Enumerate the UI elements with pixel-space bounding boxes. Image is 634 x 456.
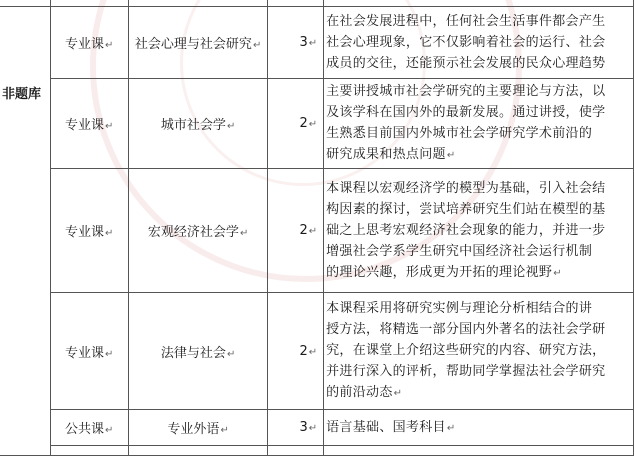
course-type: 专业课↵ — [50, 169, 128, 293]
course-description: 主要讲授城市社会学研究的主要理论与方法，以 及该学科在国内外的最新发展。通过讲授，使学 生熟悉目前国内外城市社会学研究学术前沿的 研究成果和热点问题↵ — [324, 79, 634, 169]
course-description: 语言基础、国考科目↵ — [324, 410, 634, 446]
category-cell: 非题库 — [0, 7, 50, 456]
course-credits: 2↵ — [268, 293, 324, 410]
course-type: 公共课↵ — [50, 410, 128, 446]
table-row — [0, 79, 634, 169]
course-type: 专业课↵ — [50, 293, 128, 410]
table-row — [0, 410, 634, 446]
course-description: 本课程以宏观经济学的模型为基础，引入社会结 构因素的探讨，尝试培养研究生们站在模型的基 础之上思考宏观经济社会现象的能力，并进一步 增强社会学系学生研究中国经济社会运行机制 的理论兴趣，形成更为开拓的理论视野↵ — [324, 169, 634, 293]
course-name: 法律与社会↵ — [128, 293, 268, 410]
course-name: 城市社会学↵ — [128, 79, 268, 169]
course-description: 在社会发展进程中，任何社会生活事件都会产生 社会心理现象，它不仅影响着社会的运行、社会 成员的交往，还能预示社会发展的民众心理趋势 — [324, 7, 634, 79]
course-type: 专业课↵ — [50, 79, 128, 169]
table-row — [0, 169, 634, 293]
course-credits: 3↵ — [268, 410, 324, 446]
course-description: 本课程采用将研究实例与理论分析相结合的讲 授方法，将精选一部分国内外著名的法社会学研 究，在课堂上介绍这些研究的内容、研究方法， 并进行深入的评析，帮助同学掌握法社会学研究 的前沿动态↵ — [324, 293, 634, 410]
table-row — [0, 7, 634, 79]
course-credits: 3↵ — [268, 7, 324, 79]
course-name: 宏观经济社会学↵ — [128, 169, 268, 293]
course-name: 社会心理与社会研究↵ — [128, 7, 268, 79]
course-type: 专业课↵ — [50, 7, 128, 79]
course-name: 专业外语↵ — [128, 410, 268, 446]
table-row — [0, 293, 634, 410]
course-credits: 2↵ — [268, 79, 324, 169]
table-row-bottom-cut — [0, 446, 634, 456]
course-credits: 2↵ — [268, 169, 324, 293]
